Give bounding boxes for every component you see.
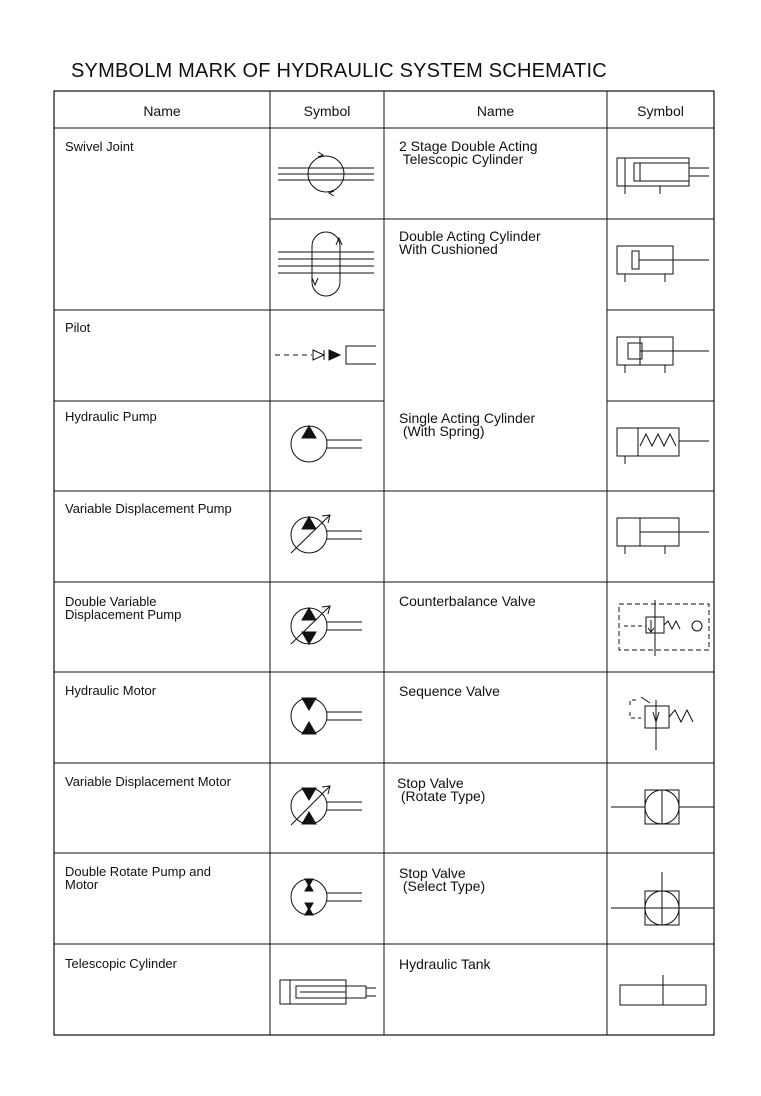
name-swivel-joint: Swivel Joint	[65, 139, 134, 154]
name-double-rotate-pump-motor: Double Rotate Pump and Motor	[65, 864, 211, 892]
name-hydraulic-tank: Hydraulic Tank	[399, 956, 491, 972]
name-sequence-valve: Sequence Valve	[399, 683, 500, 699]
hydraulic-tank-symbol	[620, 975, 706, 1005]
swivel-joint-symbol-1	[278, 152, 374, 196]
name-pilot: Pilot	[65, 320, 91, 335]
name-two-stage-cylinder: 2 Stage Double Acting Telescopic Cylinder	[399, 138, 538, 167]
header-name-right: Name	[476, 103, 515, 119]
name-hydraulic-pump: Hydraulic Pump	[65, 409, 157, 424]
name-stop-valve-select: Stop Valve (Select Type)	[399, 865, 486, 894]
name-single-acting-cylinder: Single Acting Cylinder (With Spring)	[399, 410, 536, 439]
name-hydraulic-motor: Hydraulic Motor	[65, 683, 157, 698]
double-rotate-pump-motor-symbol	[291, 879, 362, 915]
double-variable-pump-symbol	[291, 606, 362, 644]
cushioned-cylinder-symbol-1	[617, 246, 709, 282]
sequence-valve-symbol	[630, 697, 693, 750]
name-double-variable-pump: Double Variable Displacement Pump	[65, 594, 182, 622]
header-name-left: Name	[143, 103, 181, 119]
name-stop-valve-rotate: Stop Valve (Rotate Type)	[397, 775, 486, 804]
variable-motor-symbol	[291, 786, 362, 825]
single-acting-cylinder-symbol	[617, 428, 709, 464]
header-symbol-left: Symbol	[303, 103, 351, 119]
telescopic-cylinder-symbol	[280, 980, 376, 1004]
page-title: SYMBOLM MARK OF HYDRAULIC SYSTEM SCHEMATIC	[71, 60, 607, 82]
double-acting-cylinder-symbol	[617, 518, 709, 554]
counterbalance-valve-symbol	[619, 600, 709, 656]
swivel-joint-symbol-2	[278, 232, 374, 296]
variable-pump-symbol	[291, 515, 362, 553]
hydraulic-motor-symbol	[291, 698, 362, 734]
pilot-symbol	[275, 346, 376, 364]
header-symbol-right: Symbol	[637, 103, 684, 119]
cushioned-cylinder-symbol-2	[617, 337, 709, 373]
two-stage-cylinder-symbol	[617, 158, 709, 194]
name-cushioned-cylinder: Double Acting Cylinder With Cushioned	[399, 228, 541, 257]
name-counterbalance-valve: Counterbalance Valve	[399, 593, 536, 609]
stop-valve-select-symbol	[611, 872, 714, 925]
name-telescopic-cylinder: Telescopic Cylinder	[65, 956, 177, 971]
name-variable-displacement-motor: Variable Displacement Motor	[65, 774, 231, 789]
name-variable-displacement-pump: Variable Displacement Pump	[65, 501, 232, 516]
stop-valve-rotate-symbol	[611, 790, 714, 824]
hydraulic-pump-symbol	[291, 426, 362, 462]
